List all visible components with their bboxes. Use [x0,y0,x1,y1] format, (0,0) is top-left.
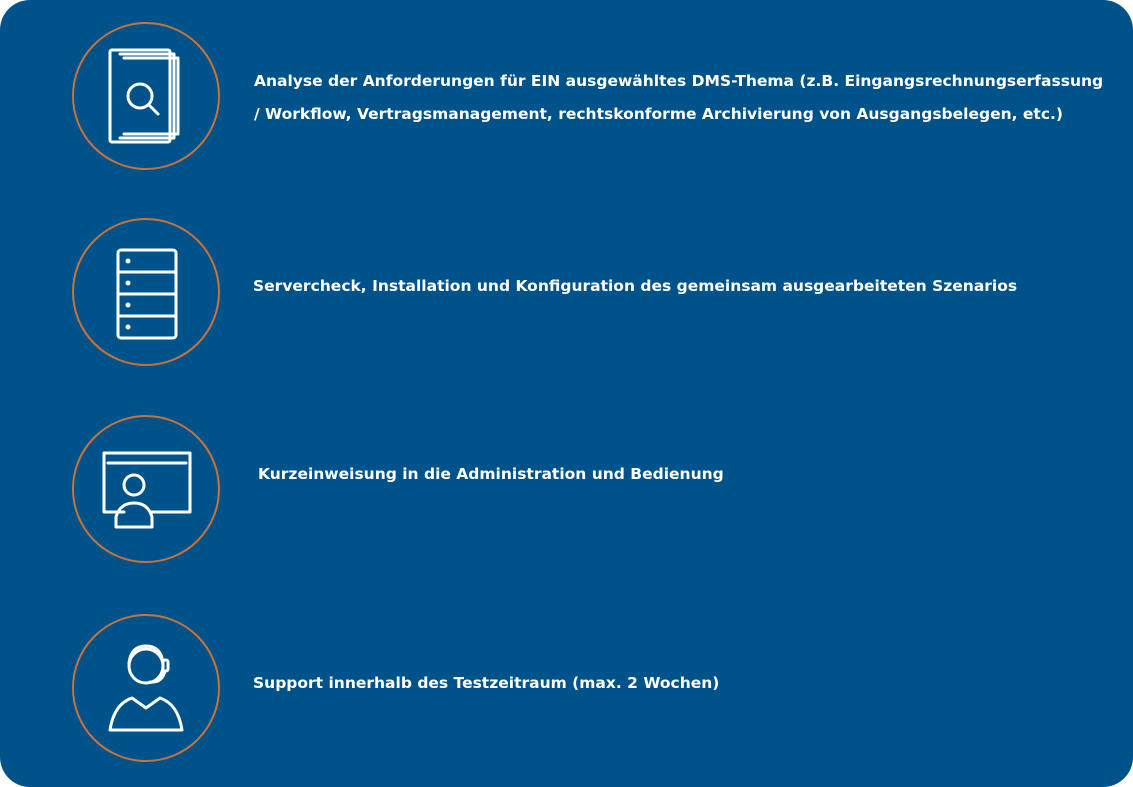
icon-circle [72,218,220,366]
icon-circle [72,614,220,762]
support-headset-icon [74,616,218,760]
service-text: Support innerhalb des Testzeitraum (max. 2 Wochen) [253,674,720,692]
icon-circle [72,415,220,563]
service-item-training [0,415,1133,567]
document-search-icon [74,24,218,168]
presentation-screen-icon [74,417,218,561]
service-item-installation [0,218,1133,370]
service-text: Servercheck, Installation und Konfiguration des gemeinsam ausgearbeiteten Szenarios [253,277,1018,295]
icon-circle [72,22,220,170]
service-text: Kurzeinweisung in die Administration und Bedienung [258,465,724,483]
service-text: Analyse der Anforderungen für EIN ausgewähltes DMS-Thema (z.B. Eingangsrechnungserfassung / Workflow, Vertragsmanagement, rechtskonforme Archivierung von Ausgangsbelegen, etc.) [254,72,1104,123]
service-item-support [0,614,1133,766]
server-icon [74,220,218,364]
service-item-analysis [0,22,1133,174]
